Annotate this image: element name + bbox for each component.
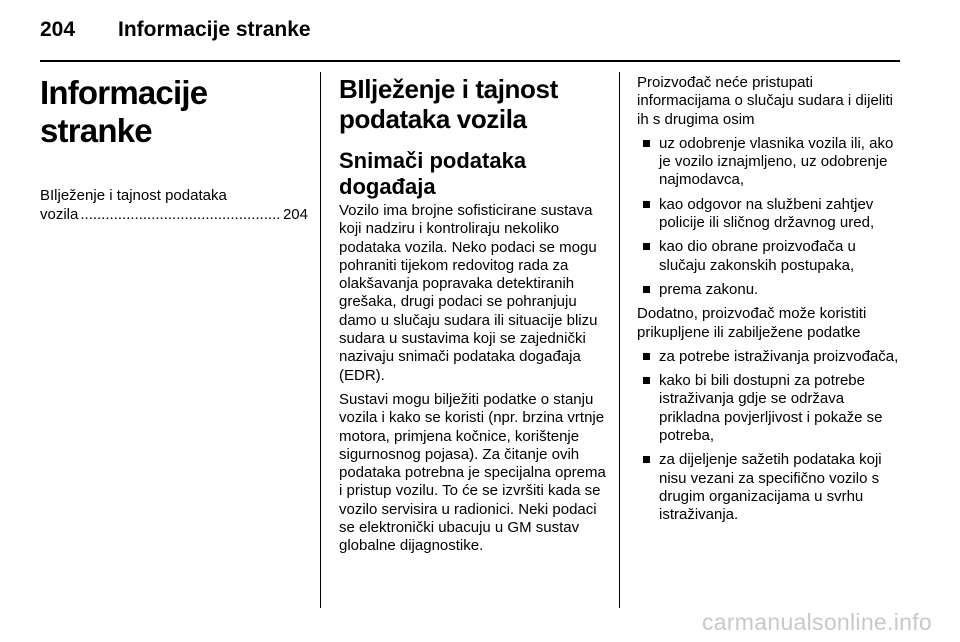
table-of-contents xyxy=(40,186,308,224)
section-title-line1: BIlježenje i tajnost xyxy=(339,74,558,104)
subsection-title-line2: događaja xyxy=(339,174,436,199)
list-item: za dijeljenje sažetih podataka koji nisu vezani za specifično vozilo s drugim organizacijama u svrhu istraživanja. xyxy=(637,451,905,524)
paragraph: Vozilo ima brojne sofisticirane sustava koji nadziru i kontroliraju nekoliko podataka vozila. Neko podaci se mogu pohraniti tijekom redovitog rada za olakšavanja popravaka detektiranih grešaka, drugi podaci se pohranjuju damo u slučaju sudara ili situacije blizu sudara u sustavima koji se zajednički nazivaju snimači podataka događaja (EDR). xyxy=(339,202,598,384)
list-item: uz odobrenje vlasnika vozila ili, ako je vozilo iznajmljeno, uz odobrenje najmodavca, xyxy=(637,135,905,190)
column-divider-2 xyxy=(619,72,620,608)
paragraph: Sustavi mogu bilježiti podatke o stanju vozila i kako se koristi (npr. brzina vrtnje motora, primjena kočnice, korištenje sigurnosnog pojasa). Za čitanje ovih podataka potrebna je specijalna oprema i pristup vozilu. To će se izvršiti kada se vozilo servisira u radionici. Neki podaci se elektronički ubacuju u GM sustav globalne dijagnostike. xyxy=(339,390,606,555)
subsection-title-line1: Snimači podataka xyxy=(339,148,527,173)
section-title xyxy=(339,74,607,134)
bullet-square-icon xyxy=(643,377,650,384)
column-1 xyxy=(40,74,308,224)
section-title-line2: podataka vozila xyxy=(339,104,527,134)
subsection-title xyxy=(339,148,607,200)
bullet-list-1 xyxy=(637,135,905,299)
toc-entry-line2: vozila xyxy=(40,206,79,223)
intro-paragraph: Proizvođač neće pristupati informacijama o slučaju sudara i dijeliti ih s drugima osim xyxy=(637,74,893,128)
bullet-square-icon xyxy=(643,201,650,208)
toc-entry-page: 204 xyxy=(282,206,308,223)
column-2 xyxy=(339,74,607,562)
column-divider-1 xyxy=(320,72,321,608)
page-number: 204 xyxy=(40,18,76,41)
list-item: kao dio obrane proizvođača u slučaju zakonskih postupaka, xyxy=(637,238,905,275)
toc-leader-dots xyxy=(80,205,281,224)
bullet-square-icon xyxy=(643,456,650,463)
bullet-square-icon xyxy=(643,353,650,360)
header-rule xyxy=(40,60,900,62)
page-header xyxy=(40,14,900,54)
running-title: Informacije stranke xyxy=(118,18,311,41)
list-item: prema zakonu. xyxy=(637,281,905,299)
watermark: carmanualsonline.info xyxy=(701,609,932,635)
toc-entry[interactable] xyxy=(40,186,308,224)
list-item: za potrebe istraživanja proizvođača, xyxy=(637,348,905,366)
column-3 xyxy=(637,74,905,531)
bullet-square-icon xyxy=(643,243,650,250)
toc-entry-line1: BIlježenje i tajnost podataka xyxy=(40,187,227,204)
bullet-list-2 xyxy=(637,348,905,525)
bullet-square-icon xyxy=(643,140,650,147)
middle-paragraph: Dodatno, proizvođač može koristiti prikupljene ili zabilježene podatke xyxy=(637,305,867,341)
list-item: kao odgovor na službeni zahtjev policije ili sličnog državnog ured, xyxy=(637,196,905,233)
chapter-title: Informacije stranke xyxy=(40,74,208,149)
bullet-square-icon xyxy=(643,286,650,293)
list-item: kako bi bili dostupni za potrebe istraživanja gdje se održava prikladna povjerljivost i pokaže se potreba, xyxy=(637,372,905,445)
